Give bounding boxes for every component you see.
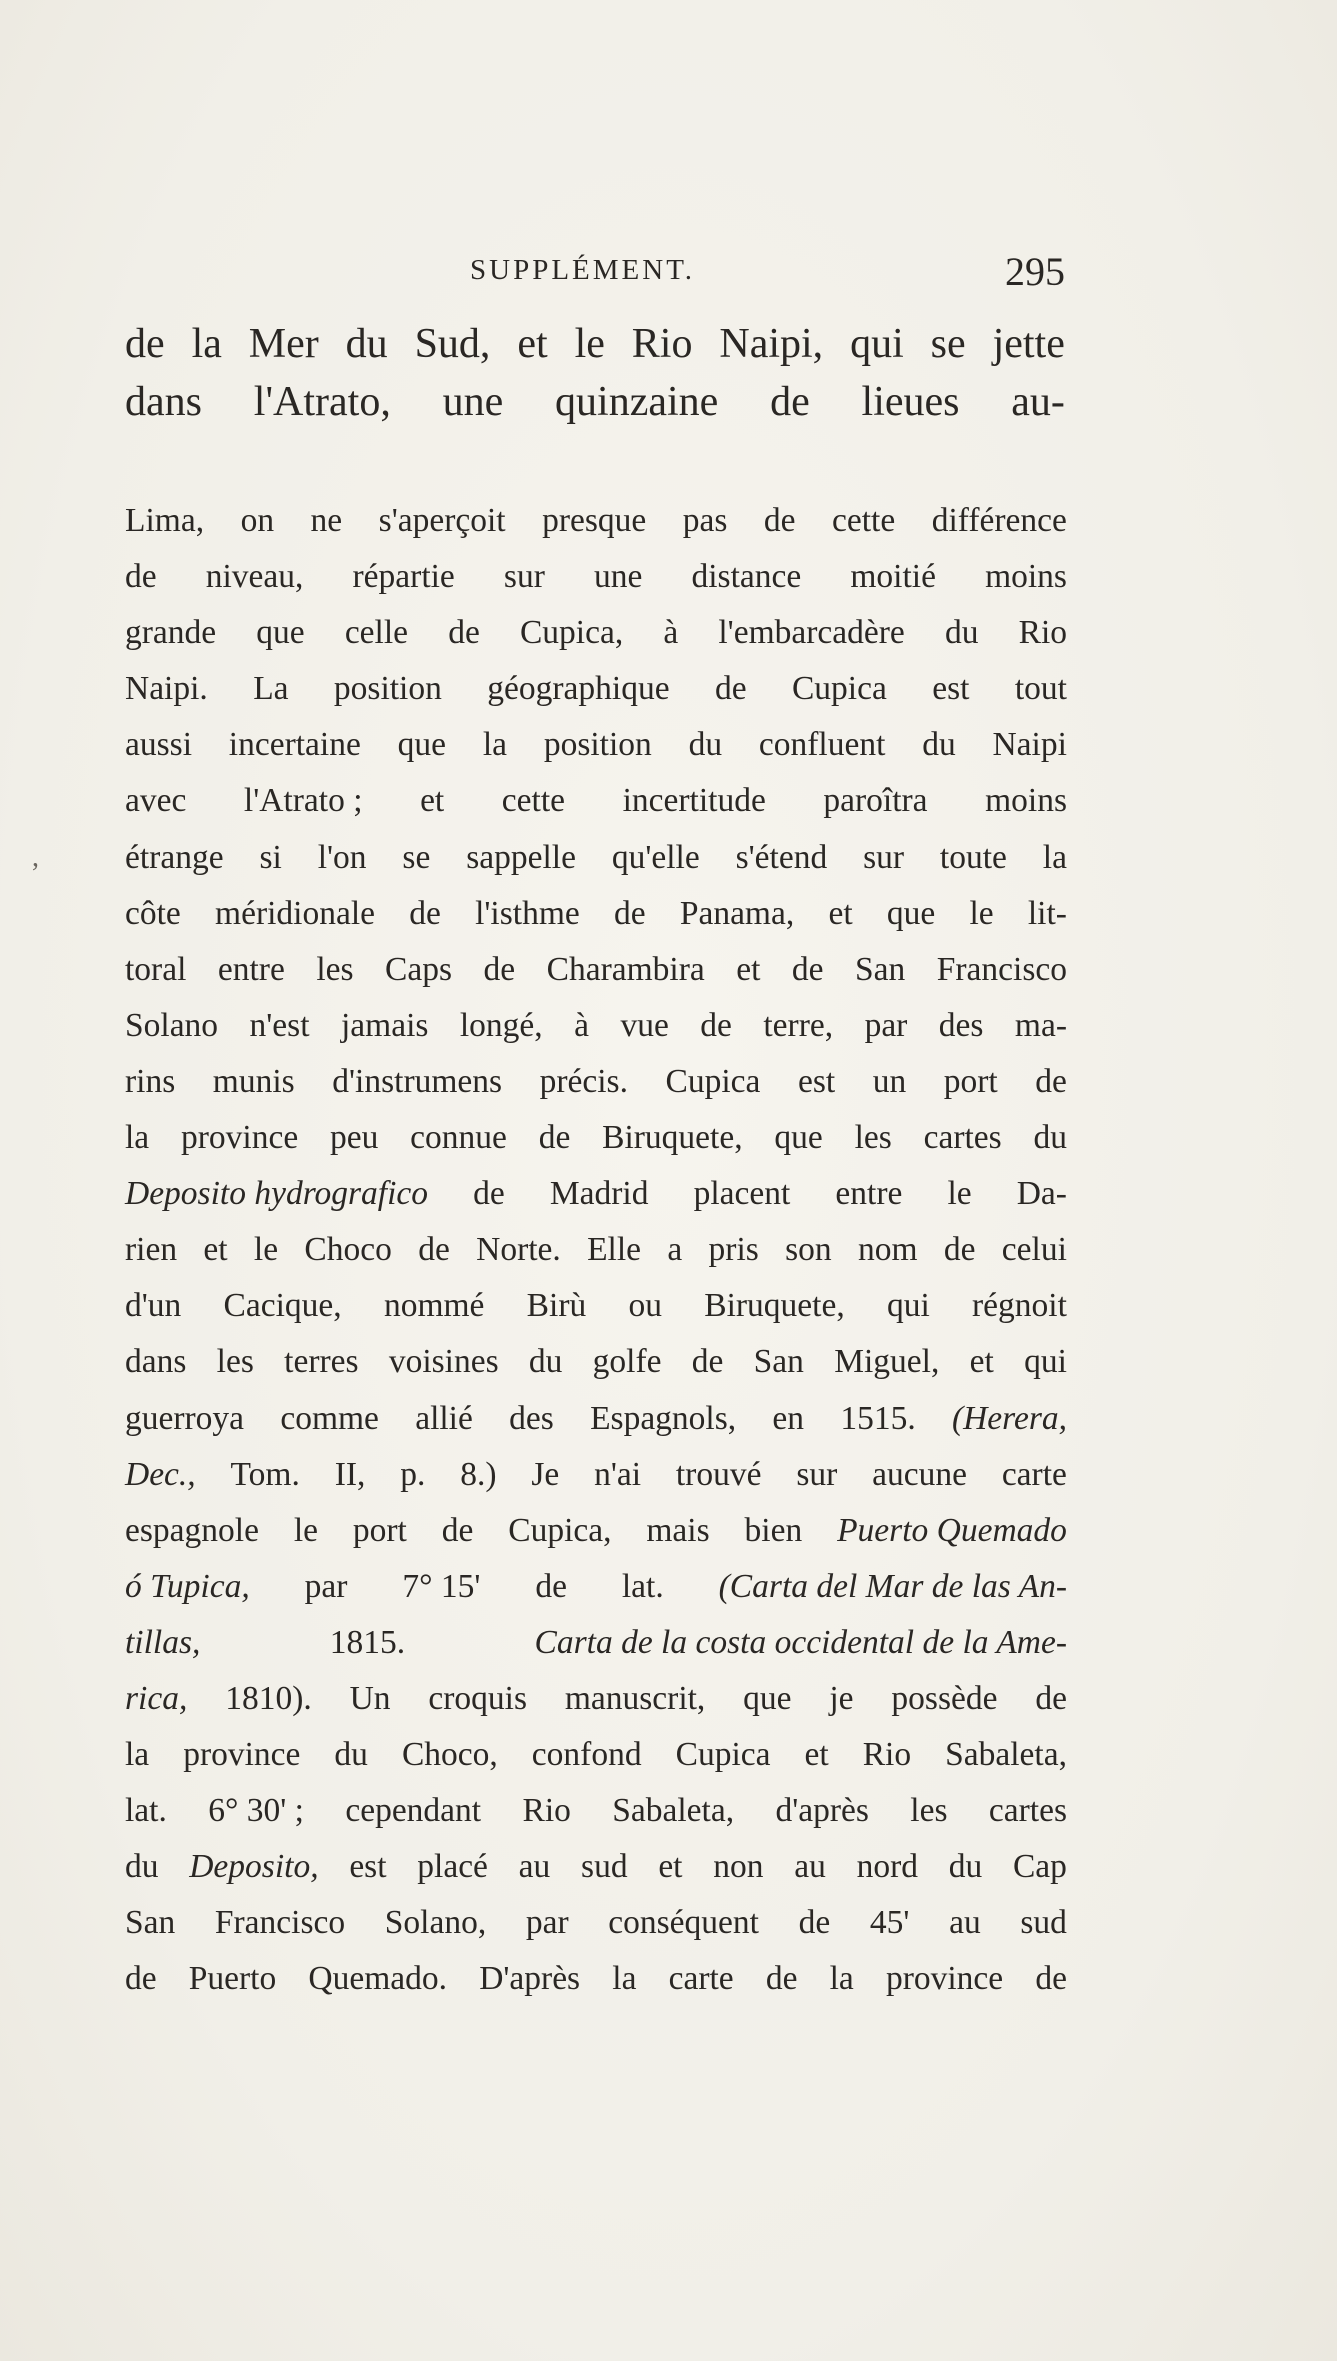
italic-word: Deposito hydrografico	[125, 1175, 429, 1213]
note-line	[125, 998, 1067, 1054]
word: le	[293, 1511, 319, 1549]
word: de	[765, 1960, 798, 1998]
note-line	[125, 1334, 1067, 1390]
word: à	[663, 614, 679, 652]
note-line	[125, 1391, 1067, 1447]
word: comme	[280, 1399, 379, 1437]
word: de	[1035, 1960, 1067, 1998]
word: 1515.	[840, 1399, 916, 1437]
italic-word: Puerto Quemado	[837, 1511, 1067, 1549]
italic-word: rica,	[125, 1679, 188, 1717]
word: une	[442, 379, 504, 425]
word: et	[420, 782, 445, 820]
word: placé	[417, 1848, 488, 1886]
word: lieues	[861, 379, 960, 425]
word: la	[612, 1960, 637, 1998]
word: moitié	[850, 558, 936, 596]
italic-word: Carta de la costa occidental de la Ame-	[534, 1623, 1067, 1661]
word: sappelle	[466, 838, 576, 876]
word: connue	[410, 1119, 507, 1157]
word: du	[922, 726, 956, 764]
word: vue	[620, 1006, 669, 1044]
word: Sud,	[414, 321, 491, 367]
word: de	[483, 950, 516, 988]
word: l'isthme	[475, 894, 580, 932]
word: différence	[931, 502, 1067, 539]
word: la	[191, 321, 222, 367]
word: Lima,	[125, 502, 205, 539]
word: San	[125, 1904, 176, 1942]
word: de	[441, 1511, 474, 1549]
word: sur	[503, 558, 545, 596]
note-line	[125, 1503, 1067, 1559]
word: côte	[125, 894, 181, 932]
word: méridionale	[215, 894, 376, 932]
word: pas	[682, 502, 728, 539]
word: moins	[985, 558, 1067, 596]
word: Caps	[385, 950, 453, 988]
word: quinzaine	[555, 379, 719, 425]
word: Naipi	[992, 726, 1067, 764]
text-line	[125, 315, 1065, 373]
word: les	[316, 950, 354, 988]
word: l'on	[317, 838, 367, 876]
word: allié	[415, 1399, 473, 1437]
word: La	[253, 670, 289, 708]
word: Naipi.	[125, 670, 208, 708]
word: d'après	[775, 1792, 869, 1830]
word: et	[804, 1736, 829, 1774]
note-line	[125, 1447, 1067, 1503]
word: qui	[850, 321, 904, 367]
word: s'étend	[735, 838, 828, 876]
word: pris	[708, 1231, 759, 1269]
word: les	[910, 1792, 948, 1830]
word: entre	[217, 950, 285, 988]
word: de	[700, 1006, 732, 1044]
word: de	[691, 1343, 724, 1381]
word: est	[797, 1062, 836, 1100]
word: de	[613, 894, 646, 932]
word: Madrid	[549, 1175, 649, 1213]
word: par	[525, 1904, 569, 1942]
footnote-text	[125, 493, 1067, 2008]
note-line	[125, 942, 1067, 998]
word: grande	[125, 614, 217, 652]
page-number: 295	[1005, 249, 1065, 294]
italic-word: tillas,	[125, 1623, 201, 1661]
word: de	[791, 950, 824, 988]
word: et	[828, 894, 853, 932]
word: de	[1035, 1679, 1067, 1717]
word: par	[304, 1567, 348, 1605]
word: placent	[693, 1175, 791, 1213]
word: II,	[334, 1455, 366, 1493]
word: Espagnols,	[590, 1399, 737, 1437]
word: la	[125, 1736, 150, 1774]
note-line	[125, 1783, 1067, 1839]
word: du	[334, 1736, 368, 1774]
word: voisines	[388, 1343, 499, 1381]
word: par	[864, 1006, 908, 1044]
word: confluent	[758, 726, 886, 764]
note-line	[125, 1110, 1067, 1166]
word: 45'	[869, 1904, 910, 1942]
word: jette	[992, 321, 1065, 367]
word: munis	[212, 1062, 295, 1100]
word: de	[770, 379, 810, 425]
word: Norte.	[476, 1231, 561, 1269]
word: en	[772, 1399, 805, 1437]
word: Birù	[526, 1287, 587, 1325]
word: cartes	[923, 1119, 1002, 1157]
word: la	[125, 1119, 150, 1157]
word: de	[125, 558, 157, 596]
word: de	[448, 614, 480, 652]
word: a	[667, 1231, 683, 1269]
word: répartie	[352, 558, 455, 596]
word: je	[829, 1679, 854, 1717]
italic-word: (Carta del Mar de las An-	[718, 1567, 1067, 1605]
word: sud	[1020, 1904, 1067, 1942]
word: Sabaleta,	[612, 1792, 735, 1830]
word: Cupica	[665, 1062, 761, 1100]
word: ne	[310, 502, 343, 539]
word: Charambira	[546, 950, 705, 988]
word: étrange	[125, 838, 224, 876]
word: guerroya	[125, 1399, 245, 1437]
word: sur	[863, 838, 905, 876]
word: un	[872, 1062, 907, 1100]
word: que	[886, 894, 936, 932]
word: des	[509, 1399, 554, 1437]
word: de	[409, 894, 441, 932]
word: d'instrumens	[332, 1062, 503, 1100]
word: son	[785, 1231, 832, 1269]
word: lat.	[125, 1792, 167, 1830]
word: rins	[125, 1062, 176, 1100]
word: Cacique,	[223, 1287, 342, 1325]
word: aucune	[872, 1455, 967, 1493]
word: l'Atrato,	[253, 379, 391, 425]
note-line	[125, 1278, 1067, 1334]
word: et	[969, 1343, 994, 1381]
word: nom	[857, 1231, 918, 1269]
word: confond	[531, 1736, 642, 1774]
note-line	[125, 1222, 1067, 1278]
word: des	[938, 1006, 984, 1044]
word: Elle	[587, 1231, 642, 1269]
word: ou	[628, 1287, 662, 1325]
word: au-	[1011, 379, 1065, 425]
word: Miguel,	[834, 1343, 940, 1381]
word: toute	[939, 838, 1007, 876]
note-line	[125, 493, 1067, 549]
word: ma-	[1014, 1006, 1067, 1044]
word: avec	[125, 782, 187, 820]
note-line	[125, 1895, 1067, 1951]
word: province	[180, 1119, 299, 1157]
word: Da-	[1016, 1175, 1067, 1213]
word: Cupica,	[519, 614, 624, 652]
word: p.	[400, 1455, 426, 1493]
word: au	[518, 1848, 551, 1886]
word: Quemado.	[308, 1960, 448, 1998]
word: on	[240, 502, 275, 539]
word: de	[943, 1231, 976, 1269]
word: si	[259, 838, 282, 876]
running-title: SUPPLÉMENT.	[470, 254, 696, 286]
word: Choco,	[401, 1736, 498, 1774]
word: Tom.	[230, 1455, 300, 1493]
word: possède	[891, 1679, 998, 1717]
word: Puerto	[188, 1960, 277, 1998]
word: n'est	[249, 1006, 310, 1044]
word: de	[535, 1567, 567, 1605]
word: jamais	[340, 1006, 429, 1044]
word: l'Atrato ;	[243, 782, 363, 820]
word: entre	[835, 1175, 903, 1213]
note-line	[125, 1166, 1067, 1222]
word: Je	[531, 1455, 560, 1493]
word: Cupica	[791, 670, 887, 708]
word: de	[798, 1904, 831, 1942]
word: du	[1033, 1119, 1067, 1157]
word: 7° 15'	[402, 1567, 481, 1605]
word: Rio	[522, 1792, 571, 1830]
word: n'ai	[594, 1455, 642, 1493]
word: lat.	[621, 1567, 664, 1605]
word: presque	[542, 502, 647, 539]
word: une	[593, 558, 643, 596]
word: tout	[1014, 670, 1067, 708]
word: le	[947, 1175, 972, 1213]
word: d'un	[125, 1287, 182, 1325]
word: du	[948, 1848, 983, 1886]
word: province	[885, 1960, 1004, 1998]
word: de	[538, 1119, 571, 1157]
word: le	[574, 321, 605, 367]
note-line	[125, 830, 1067, 886]
note-line	[125, 1951, 1067, 2007]
word: le	[969, 894, 994, 932]
word: niveau,	[205, 558, 304, 596]
word: Un	[349, 1679, 391, 1717]
word: San	[855, 950, 906, 988]
word: que	[256, 614, 305, 652]
word: s'aperçoit	[378, 502, 506, 539]
word: à	[574, 1006, 590, 1044]
word: Rio	[1018, 614, 1067, 652]
word: incertaine	[228, 726, 361, 764]
word: nommé	[383, 1287, 485, 1325]
word: la	[1042, 838, 1067, 876]
word: de	[125, 1960, 157, 1998]
word: l'embarcadère	[718, 614, 905, 652]
word: 1810).	[225, 1679, 312, 1717]
word: conséquent	[608, 1904, 759, 1942]
word: lit-	[1027, 894, 1067, 932]
word: golfe	[592, 1343, 662, 1381]
word: nord	[856, 1848, 918, 1886]
word: qui	[886, 1287, 930, 1325]
word: port	[352, 1511, 407, 1549]
word: Sabaleta,	[945, 1736, 1067, 1774]
word: celui	[1001, 1231, 1067, 1269]
word: cette	[832, 502, 896, 539]
word: Solano	[125, 1006, 219, 1044]
word: non	[713, 1848, 764, 1886]
italic-word: (Herera,	[951, 1399, 1067, 1437]
word: de	[473, 1175, 505, 1213]
word: position	[333, 670, 442, 708]
word: est	[349, 1848, 387, 1886]
text-line	[125, 373, 1065, 431]
italic-word: ó Tupica,	[125, 1567, 250, 1605]
note-line	[125, 1727, 1067, 1783]
word: Solano,	[384, 1904, 487, 1942]
word: du	[528, 1343, 563, 1381]
word: carte	[668, 1960, 734, 1998]
note-line	[125, 886, 1067, 942]
note-line	[125, 1839, 1067, 1895]
word: dans	[125, 1343, 187, 1381]
note-line	[125, 1054, 1067, 1110]
note-line	[125, 1671, 1067, 1727]
word: que	[743, 1679, 792, 1717]
word: cependant	[345, 1792, 482, 1830]
word: carte	[1001, 1455, 1067, 1493]
word: 6° 30' ;	[208, 1792, 304, 1830]
note-line	[125, 1615, 1067, 1671]
word: aussi	[125, 726, 192, 764]
word: Cap	[1012, 1848, 1067, 1886]
word: cette	[501, 782, 566, 820]
word: que	[397, 726, 447, 764]
word: précis.	[539, 1062, 628, 1100]
note-line	[125, 549, 1067, 605]
word: sud	[581, 1848, 628, 1886]
word: du	[125, 1848, 159, 1886]
word: se	[930, 321, 966, 367]
word: les	[854, 1119, 892, 1157]
word: de	[125, 321, 165, 367]
word: les	[216, 1343, 254, 1381]
word: 8.)	[460, 1455, 497, 1493]
word: qui	[1024, 1343, 1067, 1381]
note-line	[125, 1559, 1067, 1615]
word: bien	[744, 1511, 803, 1549]
word: incertitude	[622, 782, 766, 820]
word: San	[753, 1343, 804, 1381]
word: régnoit	[972, 1287, 1067, 1325]
word: peu	[329, 1119, 379, 1157]
word: la	[482, 726, 508, 764]
word: dans	[125, 379, 202, 425]
word: du	[688, 726, 723, 764]
word: et	[517, 321, 548, 367]
word: distance	[691, 558, 802, 596]
word: terres	[284, 1343, 359, 1381]
word: sur	[796, 1455, 838, 1493]
word: du	[944, 614, 979, 652]
main-text	[125, 315, 1065, 431]
word: province	[183, 1736, 301, 1774]
word: mais	[646, 1511, 710, 1549]
word: se	[402, 838, 431, 876]
word: Cupica,	[508, 1511, 612, 1549]
word: Panama,	[679, 894, 795, 932]
word: D'après	[479, 1960, 581, 1998]
word: port	[943, 1062, 998, 1100]
word: Cupica	[675, 1736, 771, 1774]
word: Biruquete,	[704, 1287, 845, 1325]
word: est	[932, 670, 970, 708]
word: position	[543, 726, 652, 764]
word: de	[1035, 1062, 1067, 1100]
word: du	[345, 321, 388, 367]
word: géographique	[487, 670, 670, 708]
word: la	[829, 1960, 854, 1998]
word: celle	[344, 614, 409, 652]
word: moins	[985, 782, 1067, 820]
word: et	[203, 1231, 228, 1269]
note-line	[125, 661, 1067, 717]
word: Francisco	[214, 1904, 346, 1942]
word: Biruquete,	[602, 1119, 743, 1157]
word: et	[658, 1848, 683, 1886]
note-line	[125, 773, 1067, 829]
word: Rio	[862, 1736, 912, 1774]
word: cartes	[988, 1792, 1067, 1830]
word: Rio	[631, 321, 693, 367]
word: longé,	[459, 1006, 543, 1044]
word: paroîtra	[823, 782, 928, 820]
word: Francisco	[936, 950, 1067, 988]
word: que	[774, 1119, 823, 1157]
running-head	[125, 248, 1065, 298]
word: rien	[125, 1231, 178, 1269]
word: Naipi,	[719, 321, 824, 367]
word: croquis	[428, 1679, 527, 1717]
word: qu'elle	[611, 838, 700, 876]
word: de	[714, 670, 747, 708]
word: et	[736, 950, 761, 988]
word: espagnole	[125, 1511, 259, 1549]
word: manuscrit,	[564, 1679, 706, 1717]
note-line	[125, 605, 1067, 661]
word: au	[794, 1848, 826, 1886]
word: toral	[125, 950, 187, 988]
word: 1815.	[329, 1623, 406, 1661]
word: Mer	[248, 321, 319, 367]
word: au	[949, 1904, 981, 1942]
italic-word: Deposito,	[189, 1848, 319, 1886]
note-line	[125, 717, 1067, 773]
word: Choco	[304, 1231, 392, 1269]
word: de	[418, 1231, 450, 1269]
margin-mark: ,	[32, 842, 39, 873]
italic-word: Dec.,	[125, 1455, 196, 1493]
word: trouvé	[675, 1455, 762, 1493]
word: terre,	[763, 1006, 834, 1044]
word: de	[763, 502, 796, 539]
word: le	[253, 1231, 279, 1269]
